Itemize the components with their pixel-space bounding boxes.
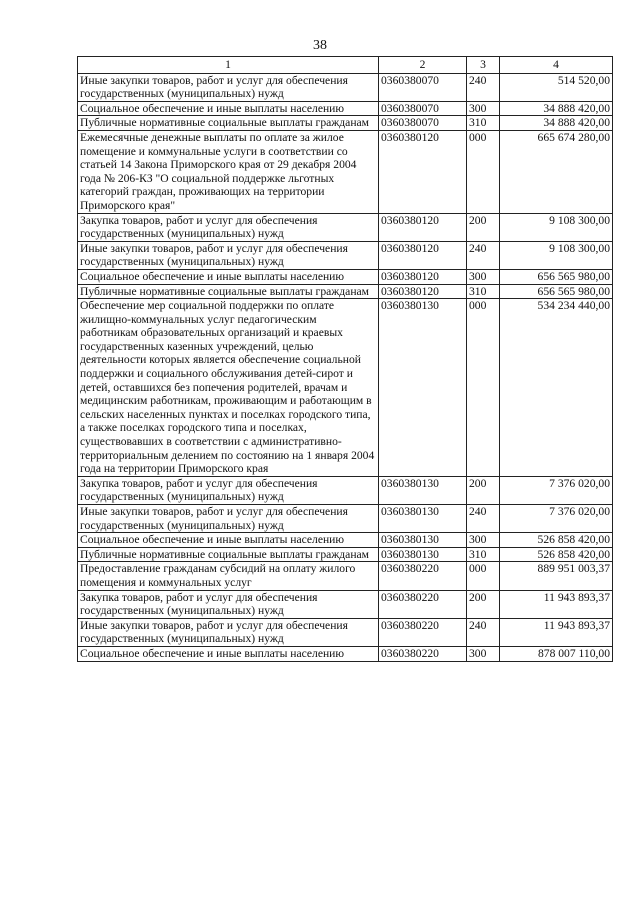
row-name-cell: Предоставление гражданам субсидий на оплату жилого помещения и коммунальных услуг	[78, 562, 379, 590]
table-row	[78, 562, 613, 590]
row-code-cell: 0360380120	[379, 269, 467, 284]
row-name-cell: Закупка товаров, работ и услуг для обеспечения государственных (муниципальных) нужд	[78, 213, 379, 241]
row-name-cell: Иные закупки товаров, работ и услуг для обеспечения государственных (муниципальных) нужд	[78, 505, 379, 533]
header-cell-name: 1	[78, 57, 379, 74]
row-amount-cell: 534 234 440,00	[500, 299, 613, 477]
row-type-cell: 200	[467, 213, 500, 241]
row-type-cell: 240	[467, 73, 500, 101]
row-code-cell: 0360380130	[379, 476, 467, 504]
table-row	[78, 213, 613, 241]
row-type-cell: 310	[467, 116, 500, 131]
row-code-cell: 0360380220	[379, 646, 467, 661]
row-amount-cell: 878 007 110,00	[500, 646, 613, 661]
row-type-cell: 000	[467, 562, 500, 590]
row-type-cell: 300	[467, 101, 500, 116]
row-amount-cell: 7 376 020,00	[500, 476, 613, 504]
row-type-cell: 000	[467, 130, 500, 213]
row-type-cell: 200	[467, 590, 500, 618]
row-code-cell: 0360380220	[379, 618, 467, 646]
table-row	[78, 73, 613, 101]
row-name-cell: Социальное обеспечение и иные выплаты населению	[78, 101, 379, 116]
table-row	[78, 533, 613, 548]
row-amount-cell: 9 108 300,00	[500, 241, 613, 269]
row-amount-cell: 889 951 003,37	[500, 562, 613, 590]
table-row	[78, 299, 613, 477]
row-type-cell: 240	[467, 241, 500, 269]
row-amount-cell: 656 565 980,00	[500, 269, 613, 284]
page-number: 38	[313, 38, 327, 53]
row-code-cell: 0360380130	[379, 505, 467, 533]
row-type-cell: 300	[467, 269, 500, 284]
row-name-cell: Публичные нормативные социальные выплаты гражданам	[78, 116, 379, 131]
row-code-cell: 0360380070	[379, 101, 467, 116]
row-type-cell: 300	[467, 646, 500, 661]
row-code-cell: 0360380070	[379, 73, 467, 101]
row-amount-cell: 34 888 420,00	[500, 101, 613, 116]
row-code-cell: 0360380120	[379, 284, 467, 299]
row-amount-cell: 11 943 893,37	[500, 590, 613, 618]
header-cell-code: 2	[379, 57, 467, 74]
table-row	[78, 284, 613, 299]
row-type-cell: 310	[467, 284, 500, 299]
table-row	[78, 269, 613, 284]
row-code-cell: 0360380070	[379, 116, 467, 131]
row-type-cell: 240	[467, 505, 500, 533]
table-row	[78, 101, 613, 116]
row-name-cell: Иные закупки товаров, работ и услуг для обеспечения государственных (муниципальных) нужд	[78, 73, 379, 101]
row-amount-cell: 11 943 893,37	[500, 618, 613, 646]
row-code-cell: 0360380130	[379, 299, 467, 477]
row-name-cell: Публичные нормативные социальные выплаты гражданам	[78, 284, 379, 299]
header-cell-type: 3	[467, 57, 500, 74]
row-name-cell: Иные закупки товаров, работ и услуг для обеспечения государственных (муниципальных) нужд	[78, 618, 379, 646]
row-code-cell: 0360380130	[379, 533, 467, 548]
row-amount-cell: 526 858 420,00	[500, 533, 613, 548]
row-amount-cell: 514 520,00	[500, 73, 613, 101]
table-row	[78, 130, 613, 213]
row-name-cell: Социальное обеспечение и иные выплаты населению	[78, 646, 379, 661]
table-row	[78, 590, 613, 618]
row-code-cell: 0360380120	[379, 130, 467, 213]
table-row	[78, 476, 613, 504]
row-code-cell: 0360380120	[379, 241, 467, 269]
row-name-cell: Закупка товаров, работ и услуг для обеспечения государственных (муниципальных) нужд	[78, 590, 379, 618]
table-row	[78, 505, 613, 533]
row-code-cell: 0360380120	[379, 213, 467, 241]
row-name-cell: Социальное обеспечение и иные выплаты населению	[78, 269, 379, 284]
row-amount-cell: 665 674 280,00	[500, 130, 613, 213]
row-amount-cell: 34 888 420,00	[500, 116, 613, 131]
row-type-cell: 300	[467, 533, 500, 548]
row-name-cell: Обеспечение мер социальной поддержки по оплате жилищно-коммунальных услуг педагогическим работникам образовательных организаций и краевых государственных казенных учреждений, целью деятельности которых является обеспечение социальной поддержки и социального обслуживания детей-сирот и детей, оставшихся без попечения родителей, врачам и медицинским работникам, проживающим и работающим в сельских населенных пунктах и поселках городского типа, а также поселках городского типа и поселках, существовавших в соответствии с административно-территориальным делением по состоянию на 1 января 2004 года на территории Приморского края	[78, 299, 379, 477]
row-code-cell: 0360380220	[379, 562, 467, 590]
header-row	[78, 57, 613, 74]
budget-table-body	[78, 57, 613, 662]
budget-table	[77, 56, 613, 662]
row-name-cell: Социальное обеспечение и иные выплаты населению	[78, 533, 379, 548]
header-cell-amount: 4	[500, 57, 613, 74]
row-name-cell: Закупка товаров, работ и услуг для обеспечения государственных (муниципальных) нужд	[78, 476, 379, 504]
row-code-cell: 0360380220	[379, 590, 467, 618]
table-row	[78, 116, 613, 131]
table-row	[78, 646, 613, 661]
table-row	[78, 241, 613, 269]
row-amount-cell: 9 108 300,00	[500, 213, 613, 241]
row-type-cell: 200	[467, 476, 500, 504]
row-type-cell: 240	[467, 618, 500, 646]
table-row	[78, 547, 613, 562]
row-amount-cell: 7 376 020,00	[500, 505, 613, 533]
row-type-cell: 310	[467, 547, 500, 562]
row-name-cell: Ежемесячные денежные выплаты по оплате за жилое помещение и коммунальные услуги в соответствии со статьей 14 Закона Приморского края от 29 декабря 2004 года № 206-КЗ "О социальной поддержке льготных категорий граждан, проживающих на территории Приморского края"	[78, 130, 379, 213]
row-amount-cell: 526 858 420,00	[500, 547, 613, 562]
row-code-cell: 0360380130	[379, 547, 467, 562]
row-type-cell: 000	[467, 299, 500, 477]
table-row	[78, 618, 613, 646]
row-name-cell: Иные закупки товаров, работ и услуг для обеспечения государственных (муниципальных) нужд	[78, 241, 379, 269]
row-name-cell: Публичные нормативные социальные выплаты гражданам	[78, 547, 379, 562]
row-amount-cell: 656 565 980,00	[500, 284, 613, 299]
